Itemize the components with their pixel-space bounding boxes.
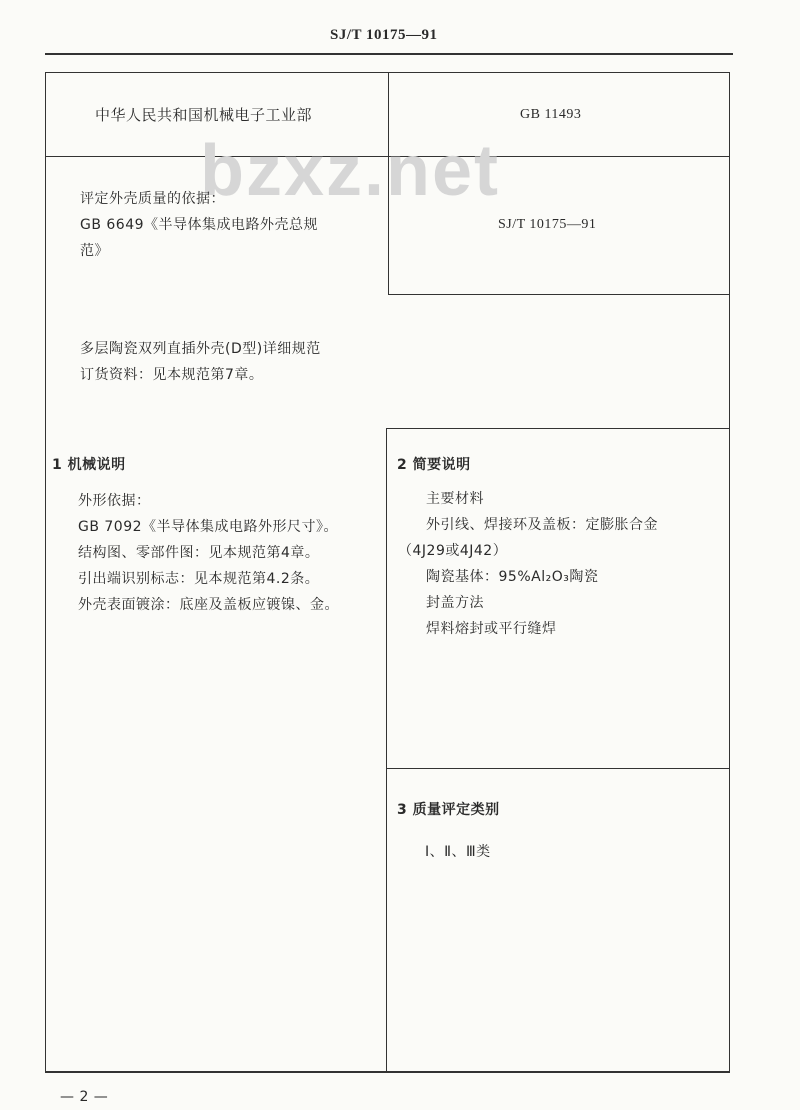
section2-line: 外引线、焊接环及盖板：定膨胀合金: [426, 517, 658, 533]
section1-body: [78, 488, 339, 618]
issuing-organization: 中华人民共和国机械电子工业部: [95, 106, 313, 124]
gb-number: GB 11493: [520, 107, 582, 122]
spec-title: 多层陶瓷双列直插外壳(D型)详细规范: [80, 341, 321, 357]
section1-line: GB 7092《半导体集成电路外形尺寸》。: [78, 519, 339, 535]
section1-line: 结构图、零部件图：见本规范第4章。: [78, 545, 320, 561]
section3-heading: 3 质量评定类别: [397, 802, 500, 818]
basis-line: GB 6649《半导体集成电路外壳总规: [80, 217, 319, 233]
quality-categories: Ⅰ、Ⅱ、Ⅲ类: [425, 844, 491, 860]
document-code: SJ/T 10175—91: [330, 27, 438, 43]
watermark: bzxz.net: [200, 131, 501, 211]
ordering-info: 订货资料：见本规范第7章。: [80, 367, 264, 383]
frame-left: [45, 72, 46, 1072]
divider-row3: [386, 428, 730, 429]
section1-line: 引出端识别标志：见本规范第4.2条。: [78, 571, 320, 587]
divider-row2: [388, 294, 730, 295]
header-rule: [45, 53, 733, 55]
basis-line: 范》: [80, 243, 109, 259]
section2-line: 主要材料: [426, 491, 484, 507]
section2-line: （4J29或4J42）: [398, 543, 508, 559]
spec-title-block: [80, 336, 321, 388]
section2-heading: 2 简要说明: [397, 457, 471, 473]
divider-bottom-vertical: [386, 428, 387, 1071]
spec-number: SJ/T 10175—91: [498, 217, 597, 232]
frame-right: [729, 72, 730, 1072]
frame-bottom: [45, 1071, 730, 1073]
divider-row4: [386, 768, 730, 769]
section1-line: 外壳表面镀涂：底座及盖板应镀镍、金。: [78, 597, 339, 613]
section1-line: 外形依据：: [78, 493, 151, 509]
section2-line: 封盖方法: [426, 595, 484, 611]
page-number: — 2 —: [60, 1089, 109, 1105]
section1-heading: 1 机械说明: [52, 457, 126, 473]
section2-body: [398, 486, 658, 642]
basis-block: [80, 186, 318, 264]
section2-line: 焊料熔封或平行缝焊: [426, 621, 557, 637]
section2-line: 陶瓷基体：95%Al₂O₃陶瓷: [426, 569, 599, 585]
basis-line: 评定外壳质量的依据：: [80, 191, 225, 207]
